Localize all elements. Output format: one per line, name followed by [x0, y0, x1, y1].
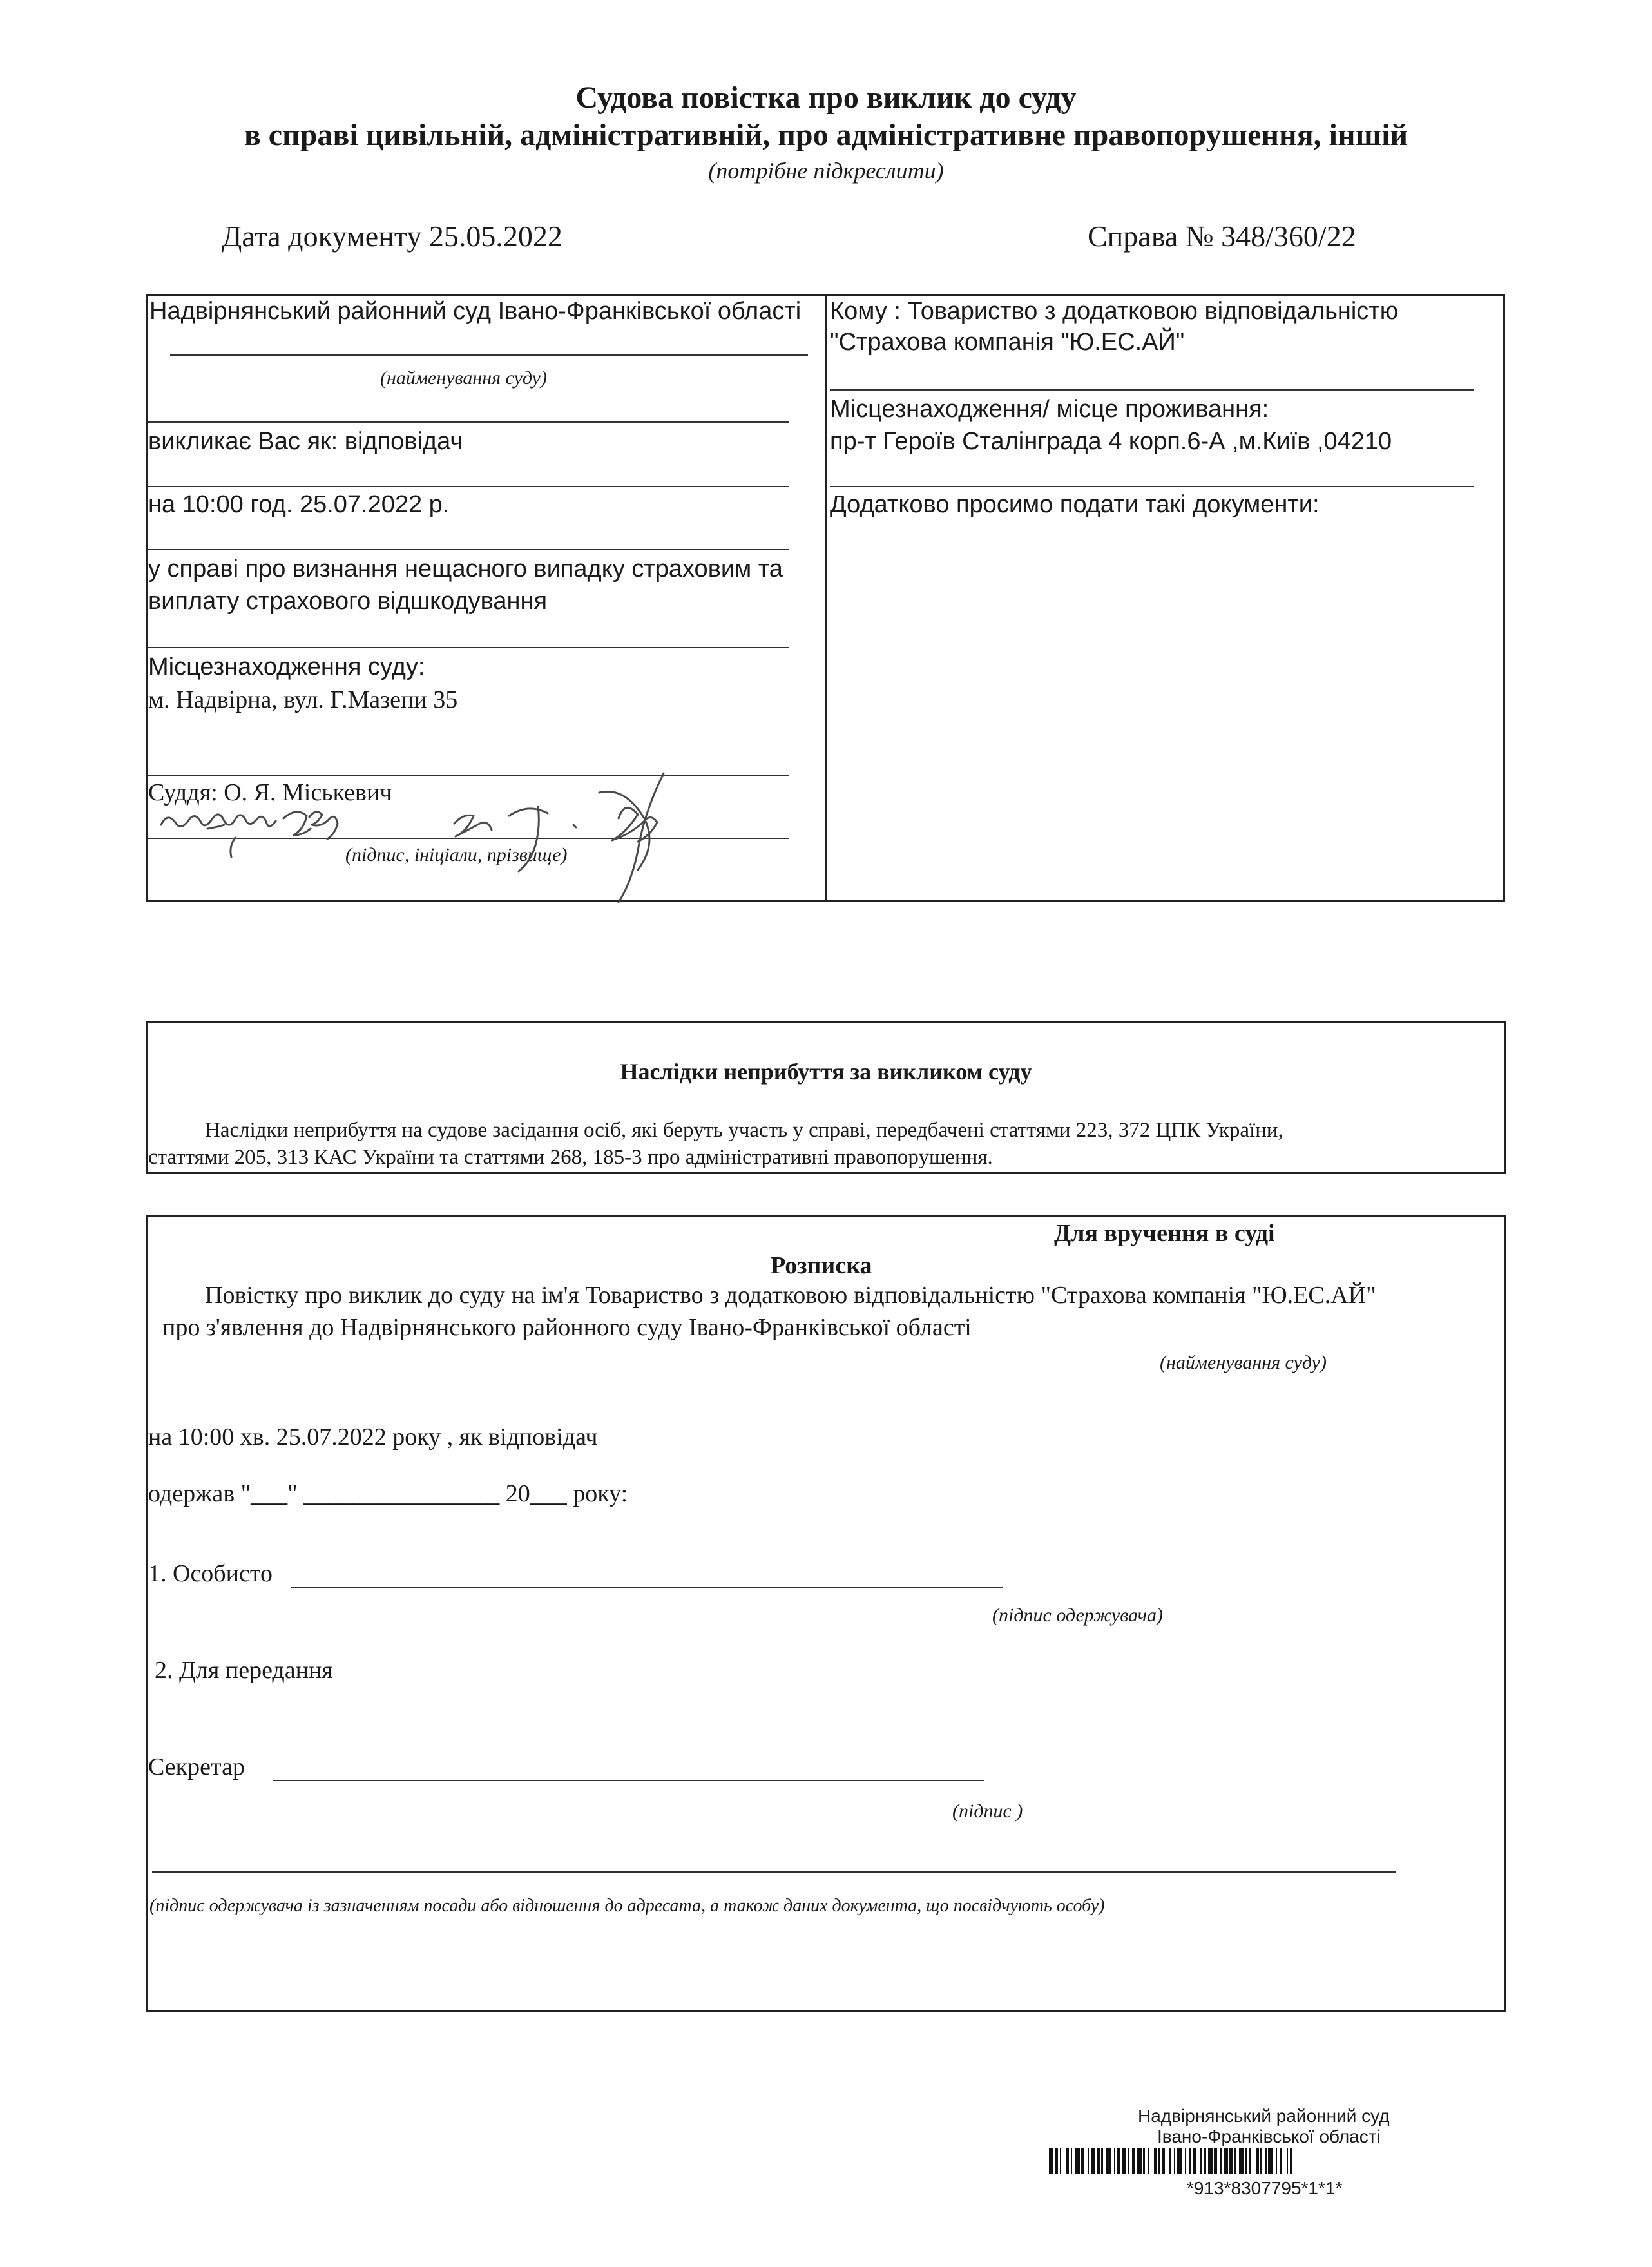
rule-line	[148, 421, 789, 423]
stamp-court-name: Надвірнянський районний суд	[1138, 2106, 1390, 2126]
barcode-bar	[1061, 2148, 1066, 2174]
consequences-text-line1: Наслідки неприбуття на судове засідання осіб, які беруть участь у справі, передбачені статтями 223, 372 ЦПК України,	[205, 1119, 1283, 1142]
court-name-caption: (найменування суду)	[380, 367, 547, 389]
secretary-label: Секретар	[148, 1753, 245, 1780]
barcode-bar	[1292, 2148, 1296, 2174]
barcode-bar	[1208, 2148, 1213, 2174]
case-number: Справа № 348/360/22	[1088, 220, 1356, 253]
signature-caption: (підпис, ініціали, прізвище)	[345, 844, 568, 865]
title-note: (потрібне підкреслити)	[708, 158, 944, 184]
barcode-bar	[1049, 2148, 1053, 2174]
document-date: Дата документу 25.05.2022	[222, 220, 562, 253]
received-date: одержав "___" ________________ 20___ року:	[148, 1480, 628, 1507]
barcode-bar	[1268, 2148, 1273, 2174]
summons-role: викликає Вас як: відповідач	[148, 428, 463, 455]
recipient-line1: Кому : Товариство з додатковою відповідальністю	[830, 298, 1399, 325]
for-court-delivery: Для вручення в суді	[1054, 1220, 1275, 1247]
hearing-time: на 10:00 год. 25.07.2022 р.	[148, 491, 450, 518]
handwritten-signature	[148, 748, 715, 915]
rule-line	[830, 486, 1474, 487]
barcode-bar	[1239, 2148, 1244, 2174]
barcode-text: *913*8307795*1*1*	[1187, 2178, 1343, 2198]
for-transfer-label: 2. Для передання	[155, 1657, 333, 1684]
rule-line	[830, 389, 1474, 391]
recipient-signature-caption: (підпис одержувача)	[992, 1605, 1163, 1626]
document-title-line1: Судова повістка про виклик до суду	[575, 81, 1077, 115]
recipient-line2: "Страхова компанія "Ю.ЕС.АЙ"	[830, 329, 1185, 356]
recipient-address: пр-т Героїв Сталінграда 4 корп.6-А ,м.Київ ,04210	[830, 428, 1392, 455]
bottom-signature-line	[152, 1871, 1396, 1873]
barcode-bar	[1075, 2148, 1080, 2174]
bottom-caption: (підпис одержувача із зазначенням посади або відношення до адресата, а також даних документа, що посвідчують особу)	[149, 1896, 1105, 1916]
additional-documents: Додатково просимо подати такі документи:	[830, 491, 1320, 518]
document-title-line2: в справі цивільній, адміністративній, про адміністративне правопорушення, іншій	[244, 118, 1408, 152]
receipt-time: на 10:00 хв. 25.07.2022 року , як відповідач	[148, 1423, 598, 1451]
secretary-signature-line	[273, 1780, 984, 1781]
receipt-heading: Розписка	[771, 1252, 872, 1279]
receipt-line2: про з'явлення до Надвірнянського районного суду Івано-Франківської області	[162, 1314, 972, 1341]
barcode-bar	[1251, 2148, 1256, 2174]
judge-name: Суддя: О. Я. Міськевич	[148, 779, 392, 806]
court-name-underline	[170, 354, 808, 356]
barcode-bar	[1106, 2148, 1111, 2174]
receipt-line1: Повістку про виклик до суду на ім'я Товариство з додатковою відповідальністю "Страхова компанія "Ю.ЕС.АЙ"	[205, 1282, 1376, 1309]
court-location-label: Місцезнаходження суду:	[148, 653, 425, 680]
case-subject-line2: виплату страхового відшкодування	[148, 588, 548, 615]
personally-label: 1. Особисто	[148, 1560, 273, 1587]
barcode-bar	[1137, 2148, 1142, 2174]
consequences-text-line2: статтями 205, 313 КАС України та статтями 268, 185-3 про адміністративні правопорушення.	[148, 1146, 993, 1169]
rule-line	[148, 549, 789, 550]
barcode-bar	[1091, 2148, 1095, 2174]
barcode-bar	[1149, 2148, 1154, 2174]
recipient-location-label: Місцезнаходження/ місце проживання:	[830, 396, 1269, 423]
case-subject-line1: у справі про визнання нещасного випадку страховим та	[148, 555, 783, 583]
secretary-signature-caption: (підпис )	[952, 1800, 1023, 1822]
receipt-court-caption: (найменування суду)	[1160, 1352, 1327, 1373]
personally-signature-line	[291, 1587, 1003, 1588]
table-divider	[825, 294, 827, 902]
barcode-bar	[1282, 2148, 1287, 2174]
rule-line	[148, 647, 789, 648]
barcode-bar	[1122, 2148, 1126, 2174]
court-address: м. Надвірна, вул. Г.Мазепи 35	[148, 686, 458, 713]
stamp-region: Івано-Франківської області	[1157, 2127, 1381, 2146]
barcode-bar	[1196, 2148, 1200, 2174]
barcode-bar	[1224, 2148, 1228, 2174]
consequences-heading: Наслідки неприбуття за викликом суду	[620, 1059, 1032, 1085]
barcode	[1049, 2148, 1500, 2174]
barcode-bar	[1177, 2148, 1182, 2174]
rule-line	[148, 486, 789, 487]
barcode-bar	[1165, 2148, 1169, 2174]
court-name: Надвірнянський районний суд Івано-Франківської області	[149, 298, 802, 325]
